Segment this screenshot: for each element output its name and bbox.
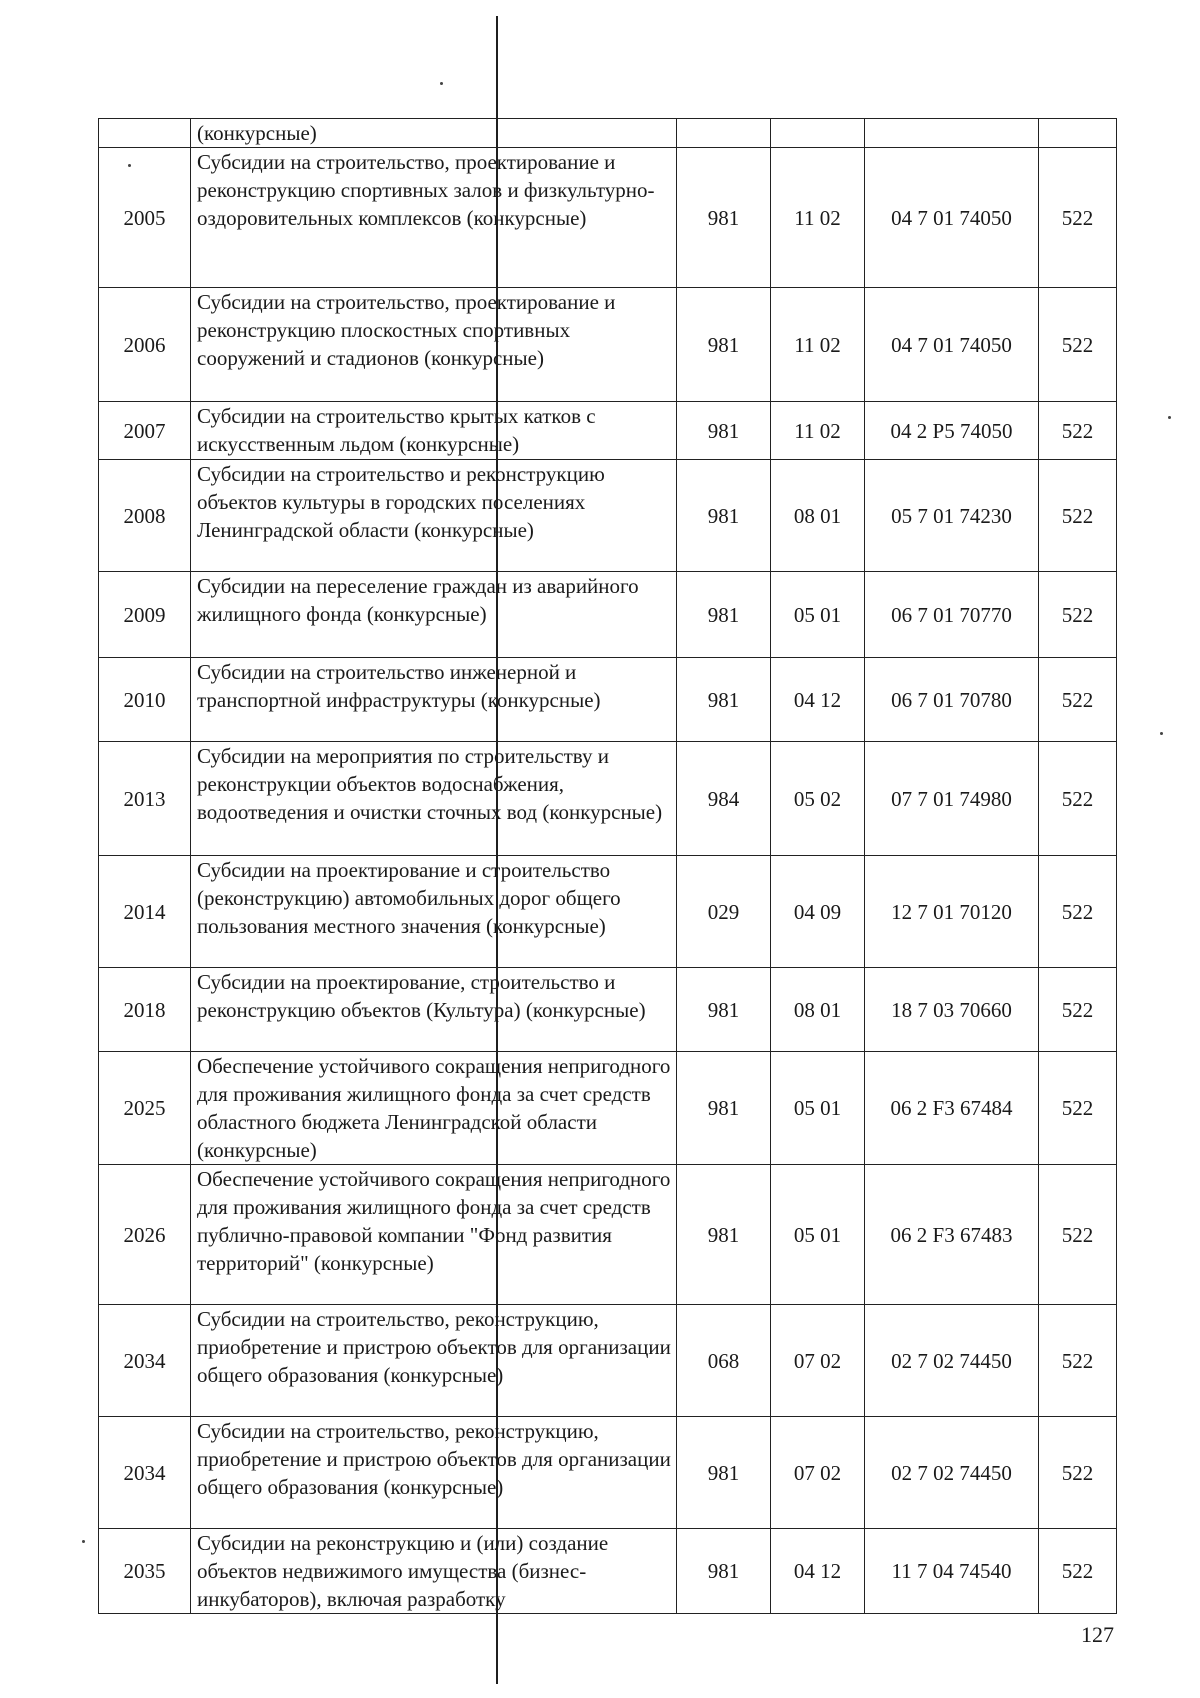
table-row bbox=[99, 1165, 1117, 1305]
row-name: Субсидии на проектирование, строительство и реконструкцию объектов (Культура) (конкурсные) bbox=[191, 968, 677, 1052]
row-number: 2035 bbox=[99, 1529, 191, 1614]
row-number: 2018 bbox=[99, 968, 191, 1052]
row-number bbox=[99, 119, 191, 148]
row-csr: 04 2 P5 74050 bbox=[865, 402, 1039, 460]
scan-speck bbox=[440, 82, 443, 85]
row-csr: 04 7 01 74050 bbox=[865, 148, 1039, 288]
row-name: Субсидии на строительство, проектирование и реконструкцию спортивных залов и физкультурно-оздоровительных комплексов (конкурсные) bbox=[191, 148, 677, 288]
row-section: 04 12 bbox=[771, 658, 865, 742]
row-number: 2008 bbox=[99, 460, 191, 572]
table-row bbox=[99, 148, 1117, 288]
table-row bbox=[99, 1417, 1117, 1529]
row-code: 981 bbox=[677, 572, 771, 658]
row-kind: 522 bbox=[1039, 1417, 1117, 1529]
row-csr: 06 2 F3 67484 bbox=[865, 1052, 1039, 1165]
table-body bbox=[99, 119, 1117, 1614]
row-name: Субсидии на проектирование и строительство (реконструкцию) автомобильных дорог общего пользования местного значения (конкурсные) bbox=[191, 856, 677, 968]
row-csr: 02 7 02 74450 bbox=[865, 1417, 1039, 1529]
row-number: 2014 bbox=[99, 856, 191, 968]
row-csr: 18 7 03 70660 bbox=[865, 968, 1039, 1052]
row-name: Субсидии на мероприятия по строительству и реконструкции объектов водоснабжения, водоотведения и очистки сточных вод (конкурсные) bbox=[191, 742, 677, 856]
row-section: 08 01 bbox=[771, 460, 865, 572]
table-row bbox=[99, 572, 1117, 658]
row-name: Субсидии на строительство и реконструкцию объектов культуры в городских поселениях Ленинградской области (конкурсные) bbox=[191, 460, 677, 572]
table-row bbox=[99, 658, 1117, 742]
row-code: 981 bbox=[677, 1529, 771, 1614]
row-csr: 05 7 01 74230 bbox=[865, 460, 1039, 572]
row-code: 981 bbox=[677, 148, 771, 288]
table-row bbox=[99, 119, 1117, 148]
row-name: Субсидии на реконструкцию и (или) создание объектов недвижимого имущества (бизнес-инкубаторов), включая разработку bbox=[191, 1529, 677, 1614]
row-number: 2034 bbox=[99, 1305, 191, 1417]
table-row bbox=[99, 288, 1117, 402]
row-section bbox=[771, 119, 865, 148]
row-kind: 522 bbox=[1039, 1052, 1117, 1165]
row-kind: 522 bbox=[1039, 1529, 1117, 1614]
row-name: Субсидии на строительство, реконструкцию, приобретение и пристрою объектов для организации общего образования (конкурсные) bbox=[191, 1305, 677, 1417]
row-section: 11 02 bbox=[771, 148, 865, 288]
row-kind: 522 bbox=[1039, 460, 1117, 572]
subsidies-table bbox=[98, 118, 1117, 1614]
row-kind: 522 bbox=[1039, 658, 1117, 742]
row-section: 05 01 bbox=[771, 1052, 865, 1165]
row-kind: 522 bbox=[1039, 742, 1117, 856]
row-section: 07 02 bbox=[771, 1305, 865, 1417]
row-section: 11 02 bbox=[771, 402, 865, 460]
row-section: 05 02 bbox=[771, 742, 865, 856]
row-name: Обеспечение устойчивого сокращения непригодного для проживания жилищного фонда за счет средств областного бюджета Ленинградской области (конкурсные) bbox=[191, 1052, 677, 1165]
row-section: 04 12 bbox=[771, 1529, 865, 1614]
row-kind: 522 bbox=[1039, 968, 1117, 1052]
row-code: 981 bbox=[677, 1052, 771, 1165]
row-csr: 06 7 01 70780 bbox=[865, 658, 1039, 742]
row-number: 2026 bbox=[99, 1165, 191, 1305]
row-section: 04 09 bbox=[771, 856, 865, 968]
table-row bbox=[99, 968, 1117, 1052]
row-kind: 522 bbox=[1039, 288, 1117, 402]
row-csr bbox=[865, 119, 1039, 148]
row-code: 984 bbox=[677, 742, 771, 856]
row-number: 2013 bbox=[99, 742, 191, 856]
row-kind: 522 bbox=[1039, 856, 1117, 968]
table-row bbox=[99, 742, 1117, 856]
row-csr: 02 7 02 74450 bbox=[865, 1305, 1039, 1417]
row-name: Субсидии на строительство, проектирование и реконструкцию плоскостных спортивных сооружений и стадионов (конкурсные) bbox=[191, 288, 677, 402]
page-number: 127 bbox=[1081, 1622, 1114, 1647]
row-csr: 12 7 01 70120 bbox=[865, 856, 1039, 968]
row-code: 981 bbox=[677, 1165, 771, 1305]
table-row bbox=[99, 1529, 1117, 1614]
row-csr: 06 7 01 70770 bbox=[865, 572, 1039, 658]
row-kind: 522 bbox=[1039, 148, 1117, 288]
row-kind: 522 bbox=[1039, 1165, 1117, 1305]
row-section: 07 02 bbox=[771, 1417, 865, 1529]
row-csr: 06 2 F3 67483 bbox=[865, 1165, 1039, 1305]
row-kind: 522 bbox=[1039, 1305, 1117, 1417]
row-section: 11 02 bbox=[771, 288, 865, 402]
row-kind: 522 bbox=[1039, 572, 1117, 658]
row-section: 05 01 bbox=[771, 572, 865, 658]
row-name: Субсидии на строительство инженерной и транспортной инфраструктуры (конкурсные) bbox=[191, 658, 677, 742]
row-code: 068 bbox=[677, 1305, 771, 1417]
row-csr: 07 7 01 74980 bbox=[865, 742, 1039, 856]
scan-speck bbox=[1160, 732, 1163, 735]
table-row bbox=[99, 1305, 1117, 1417]
table-row bbox=[99, 1052, 1117, 1165]
row-number: 2007 bbox=[99, 402, 191, 460]
row-section: 05 01 bbox=[771, 1165, 865, 1305]
row-code: 981 bbox=[677, 968, 771, 1052]
table-row bbox=[99, 402, 1117, 460]
row-name: Обеспечение устойчивого сокращения непригодного для проживания жилищного фонда за счет средств публично-правовой компании "Фонд развития территорий" (конкурсные) bbox=[191, 1165, 677, 1305]
row-section: 08 01 bbox=[771, 968, 865, 1052]
row-code bbox=[677, 119, 771, 148]
row-csr: 11 7 04 74540 bbox=[865, 1529, 1039, 1614]
row-csr: 04 7 01 74050 bbox=[865, 288, 1039, 402]
row-name: Субсидии на переселение граждан из аварийного жилищного фонда (конкурсные) bbox=[191, 572, 677, 658]
row-code: 029 bbox=[677, 856, 771, 968]
row-kind: 522 bbox=[1039, 402, 1117, 460]
row-code: 981 bbox=[677, 460, 771, 572]
table-row bbox=[99, 856, 1117, 968]
row-name: (конкурсные) bbox=[191, 119, 677, 148]
row-code: 981 bbox=[677, 1417, 771, 1529]
row-number: 2034 bbox=[99, 1417, 191, 1529]
row-number: 2025 bbox=[99, 1052, 191, 1165]
row-number: 2006 bbox=[99, 288, 191, 402]
row-code: 981 bbox=[677, 402, 771, 460]
scan-speck bbox=[1168, 416, 1171, 419]
table-row bbox=[99, 460, 1117, 572]
row-name: Субсидии на строительство, реконструкцию, приобретение и пристрою объектов для организации общего образования (конкурсные) bbox=[191, 1417, 677, 1529]
scan-speck bbox=[82, 1540, 85, 1543]
row-name: Субсидии на строительство крытых катков с искусственным льдом (конкурсные) bbox=[191, 402, 677, 460]
row-number: 2010 bbox=[99, 658, 191, 742]
row-kind bbox=[1039, 119, 1117, 148]
row-number: 2009 bbox=[99, 572, 191, 658]
row-code: 981 bbox=[677, 658, 771, 742]
row-code: 981 bbox=[677, 288, 771, 402]
row-number: 2005 bbox=[99, 148, 191, 288]
